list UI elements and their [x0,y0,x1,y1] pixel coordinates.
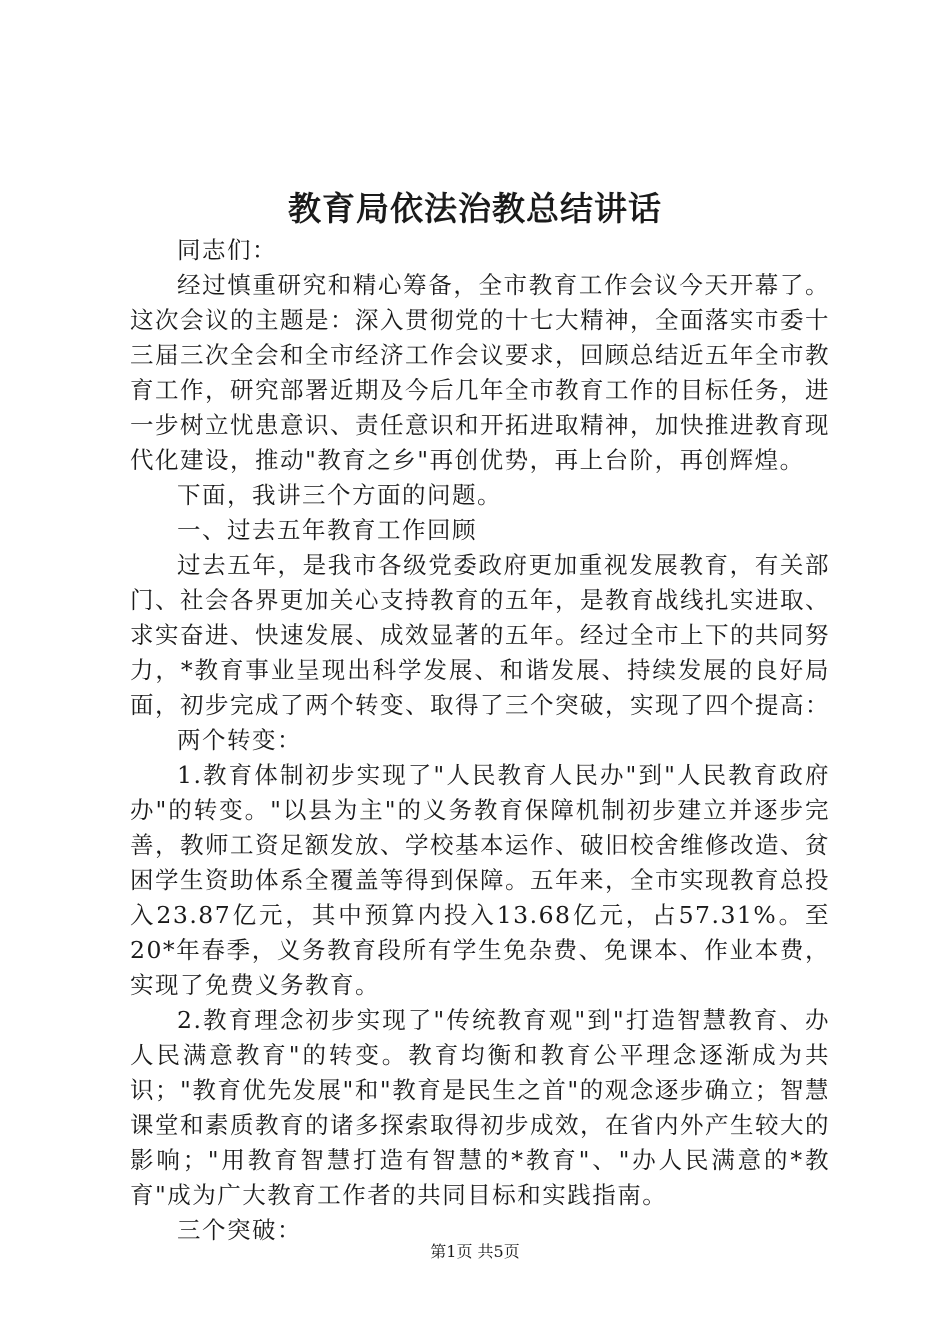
transition-item-1: 1.教育体制初步实现了"人民教育人民办"到"人民教育政府办"的转变。"以县为主"的义务教育保障机制初步建立并逐步完善，教师工资足额发放、学校基本运作、破旧校舍维修改造、贫困学生资助体系全覆盖等得到保障。五年来，全市实现教育总投入23.87亿元，其中预算内投入13.68亿元，占57.31%。至20*年春季，义务教育段所有学生免杂费、免课本、作业本费，实现了免费义务教育。 [130,761,830,999]
document-body [130,233,830,1248]
opening-paragraph: 经过慎重研究和精心筹备，全市教育工作会议今天开幕了。这次会议的主题是：深入贯彻党的十七大精神，全面落实市委十三届三次全会和全市经济工作会议要求，回顾总结近五年全市教育工作，研究部署近期及今后几年全市教育工作的目标任务，进一步树立忧患意识、责任意识和开拓进取精神，加快推进教育现代化建设，推动"教育之乡"再创优势，再上台阶，再创辉煌。 [130,271,830,474]
subheading-two-transitions: 两个转变： [177,726,302,754]
salutation-paragraph: 同志们： [177,236,277,264]
document-title: 教育局依法治教总结讲话 [288,189,662,228]
review-paragraph: 过去五年，是我市各级党委政府更加重视发展教育，有关部门、社会各界更加关心支持教育的五年，是教育战线扎实进取、求实奋进、快速发展、成效显著的五年。经过全市上下的共同努力，*教育事业呈现出科学发展、和谐发展、持续发展的良好局面，初步完成了两个转变、取得了三个突破，实现了四个提高： [130,551,830,719]
subheading-three-breakthroughs: 三个突破： [177,1216,302,1244]
page-footer: 第1页 共5页 [430,1242,520,1261]
section-heading: 一、过去五年教育工作回顾 [177,516,477,544]
outline-paragraph: 下面，我讲三个方面的问题。 [177,481,502,509]
transition-item-2: 2.教育理念初步实现了"传统教育观"到"打造智慧教育、办人民满意教育"的转变。教育均衡和教育公平理念逐渐成为共识；"教育优先发展"和"教育是民生之首"的观念逐步确立；智慧课堂和素质教育的诸多探索取得初步成效，在省内外产生较大的影响；"用教育智慧打造有智慧的*教育"、"办人民满意的*教育"成为广大教育工作者的共同目标和实践指南。 [130,1006,830,1209]
